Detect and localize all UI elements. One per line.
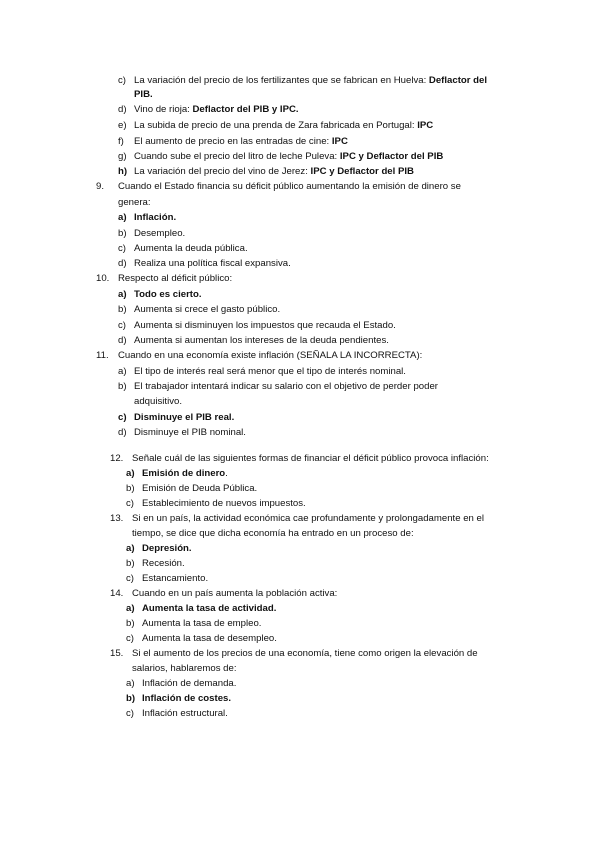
option-9d: d) Realiza una política fiscal expansiva. [118, 258, 291, 269]
option-8h: h) La variación del precio del vino de Jerez: IPC y Deflactor del PIB [118, 166, 414, 177]
option-13b: b) Recesión. [126, 558, 185, 569]
question-15-continuation: salarios, hablaremos de: [132, 663, 237, 674]
option-15c: c) Inflación estructural. [126, 708, 228, 719]
option-10b: b) Aumenta si crece el gasto público. [118, 304, 281, 315]
option-14b: b) Aumenta la tasa de empleo. [126, 618, 262, 629]
option-10c: c) Aumenta si disminuyen los impuestos que recauda el Estado. [118, 320, 396, 331]
question-11: 11. Cuando en una economía existe inflación (SEÑALA LA INCORRECTA): [96, 350, 423, 361]
option-14c: c) Aumenta la tasa de desempleo. [126, 633, 277, 644]
option-11a: a) El tipo de interés real será menor que el tipo de interés nominal. [118, 366, 406, 377]
option-9b: b) Desempleo. [118, 228, 186, 239]
option-15a: a) Inflación de demanda. [126, 678, 237, 689]
option-10a: a) Todo es cierto. [118, 289, 202, 300]
option-8f: f) El aumento de precio en las entradas de cine: IPC [118, 136, 348, 147]
option-13c: c) Estancamiento. [126, 573, 209, 584]
option-8e: e) La subida de precio de una prenda de Zara fabricada en Portugal: IPC [118, 120, 434, 131]
question-13-continuation: tiempo, se dice que dicha economía ha entrado en un proceso de: [132, 528, 414, 539]
question-15: 15. Si el aumento de los precios de una economía, tiene como origen la elevación de [110, 648, 478, 659]
question-13: 13. Si en un país, la actividad económica cae profundamente y prolongadamente en el [110, 513, 484, 524]
option-13a: a) Depresión. [126, 543, 192, 554]
option-15b: b) Inflación de costes. [126, 693, 232, 704]
option-10d: d) Aumenta si aumentan los intereses de la deuda pendientes. [118, 335, 389, 346]
option-9c: c) Aumenta la deuda pública. [118, 243, 248, 254]
option-11b: b) El trabajador intentará indicar su salario con el objetivo de perder poder [118, 381, 438, 392]
question-10: 10. Respecto al déficit público: [96, 273, 233, 284]
option-12c: c) Establecimiento de nuevos impuestos. [126, 498, 306, 509]
question-14: 14. Cuando en un país aumenta la población activa: [110, 588, 338, 599]
option-8c-continuation: PIB. [134, 89, 153, 100]
option-11c: c) Disminuye el PIB real. [118, 412, 235, 423]
question-9: 9. Cuando el Estado financia su déficit público aumentando la emisión de dinero se [96, 181, 461, 192]
question-12: 12. Señale cuál de las siguientes formas de financiar el déficit público provoca inflación: [110, 453, 489, 464]
option-8c: c) La variación del precio de los fertilizantes que se fabrican en Huelva: Deflactor del [118, 75, 488, 86]
option-8d: d) Vino de rioja: Deflactor del PIB y IPC. [118, 104, 299, 115]
option-14a: a) Aumenta la tasa de actividad. [126, 603, 277, 614]
option-12b: b) Emisión de Deuda Pública. [126, 483, 258, 494]
option-11b-continuation: adquisitivo. [134, 396, 182, 407]
option-11d: d) Disminuye el PIB nominal. [118, 427, 246, 438]
option-8g: g) Cuando sube el precio del litro de leche Puleva: IPC y Deflactor del PIB [118, 151, 444, 162]
option-9a: a) Inflación. [118, 212, 177, 223]
question-9-continuation: genera: [118, 197, 151, 208]
option-12a: a) Emisión de dinero. [126, 468, 228, 479]
